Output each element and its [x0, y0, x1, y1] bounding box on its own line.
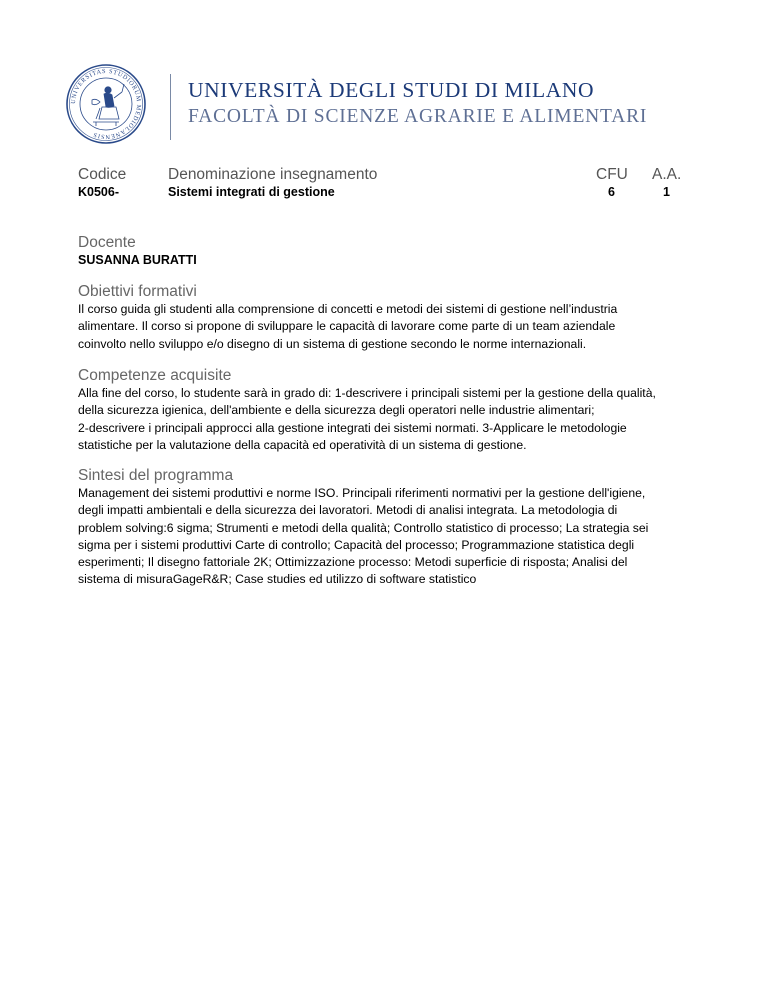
- sintesi-line: sigma per i sistemi produttivi Carte di controllo; Capacità del processo; Programmazione statistica degli: [78, 537, 635, 552]
- sintesi-line: esperimenti; Il disegno fattoriale 2K; Ottimizzazione processo: Metodi superficie di risposta; Analisi del: [78, 555, 628, 570]
- competenze-text: [78, 385, 698, 454]
- sintesi-text: [78, 485, 698, 589]
- course-name-header: Denominazione insegnamento: [168, 166, 378, 183]
- obiettivi-line: alimentare. Il corso si propone di sviluppare le capacità di lavorare come parte di un team aziendale: [78, 319, 616, 334]
- competenze-line: statistiche per la valutazione della capacità ed operatività di un sistema di gestione.: [78, 437, 527, 452]
- cfu-value: 6: [608, 185, 615, 199]
- competenze-line: 2-descrivere i principali approcci alla gestione integrati dei sistemi normati. 3-Applicare le metodologie: [78, 420, 627, 435]
- docente-title: Docente: [78, 234, 136, 251]
- university-name: UNIVERSITÀ DEGLI STUDI DI MILANO: [188, 78, 595, 102]
- academic-year-value: 1: [663, 185, 670, 199]
- sintesi-title: Sintesi del programma: [78, 467, 234, 484]
- university-seal-logo: [66, 64, 146, 144]
- competenze-line: della sicurezza igienica, dell'ambiente e della sicurezza degli operatori nelle industrie alimentari;: [78, 403, 595, 418]
- course-name: Sistemi integrati di gestione: [168, 185, 335, 199]
- code-header: Codice: [78, 166, 127, 183]
- seal-text: UNIVERSITAS STUDIORUM MEDIOLANENSIS: [69, 67, 143, 141]
- obiettivi-line: Il corso guida gli studenti alla comprensione di concetti e metodi dei sistemi di gestione nell’industria: [78, 302, 618, 316]
- obiettivi-line: coinvolto nello sviluppo e/o disegno di un sistema di gestione secondo le norme internazionali.: [78, 336, 587, 351]
- obiettivi-title: Obiettivi formativi: [78, 283, 197, 300]
- docente-name: SUSANNA BURATTI: [78, 253, 197, 267]
- header-divider: [170, 74, 171, 140]
- faculty-name: FACOLTÀ DI SCIENZE AGRARIE E ALIMENTARI: [188, 106, 648, 127]
- academic-year-header: A.A.: [652, 166, 682, 183]
- sintesi-line: sistema di misuraGageR&R; Case studies ed utilizzo di software statistico: [78, 572, 477, 587]
- sintesi-line: problem solving:6 sigma; Strumenti e metodi della qualità; Controllo statistico di processo; La strategia sei: [78, 520, 649, 535]
- obiettivi-text: [78, 301, 698, 353]
- sintesi-line: degli impatti ambientali e della sicurezza dei lavoratori. Metodi di analisi integrata. La metodologia di: [78, 503, 618, 518]
- cfu-header: CFU: [596, 166, 628, 183]
- course-code: K0506-: [78, 185, 119, 199]
- university-header: [66, 64, 706, 144]
- competenze-line: Alla fine del corso, lo studente sarà in grado di: 1-descrivere i principali sistemi per la gestione della qualità,: [78, 386, 656, 400]
- sintesi-line: Management dei sistemi produttivi e norme ISO. Principali riferimenti normativi per la gestione dell'igiene,: [78, 486, 646, 500]
- competenze-title: Competenze acquisite: [78, 367, 232, 384]
